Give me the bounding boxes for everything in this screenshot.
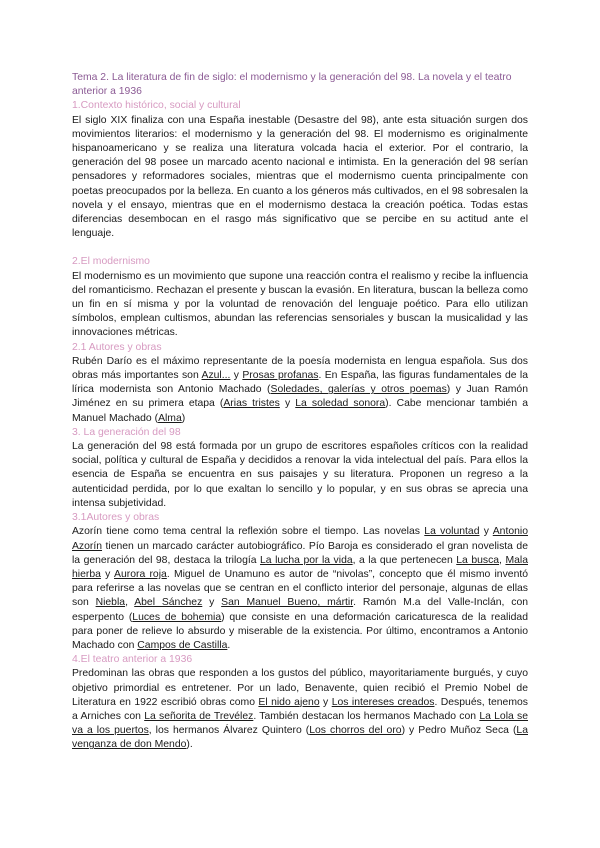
paragraph-gap — [72, 241, 528, 255]
section-2-1-paragraph — [72, 355, 528, 426]
work-title: Prosas profanas — [242, 370, 319, 382]
work-title: El nido ajeno — [258, 696, 320, 708]
work-title: Aurora roja — [114, 568, 167, 580]
text-run: Predominan las obras que responden a los gustos del público, mayoritariamente burgués, y cuyo objetivo primordial es entretener. Por un lado, Benavente, quien recibió el Premio Nobel de Literatura en 1922 escribió obras como — [72, 668, 528, 708]
text-run: . Miguel de Unamuno es autor de “nivolas”, concepto que él mismo inventó para referirse a las novelas que se centran en el conflicto interior del personaje, algunas de ellas son — [72, 568, 529, 609]
text-run: , — [499, 554, 506, 566]
work-title: La soledad sonora — [295, 398, 386, 410]
section-3-1-paragraph — [72, 525, 528, 653]
section-1-paragraph: El siglo XIX finaliza con una España inestable (Desastre del 98), ante esta situación surgen dos movimientos literarios: el modernismo y la generación del 98. El modernismo es originalmente hispanoamericano y se realiza una literatura volcada hacia el exterior. Por el contrario, la generación del 98 posee un marcado acento nacional e intimista. En la generación del 98 serían pensadores y reformadores sociales, mientras que el modernismo cuenta principalmente con poetas preocupados por la belleza. En cuanto a los géneros más cultivados, en el 98 sobresalen la novela y el ensayo, mientras que en el modernismo destaca la creación poética. Todas estas diferencias desembocan en el rasgo más significativo que se percibe en su actitud ante el lenguaje. — [72, 114, 528, 240]
work-title: La Lola se va a los puertos — [72, 710, 529, 737]
text-run: ) y Juan Ramón Jiménez en su primera etapa ( — [72, 384, 528, 410]
work-title: Antonio Azorín — [72, 526, 528, 552]
work-title: San Manuel Bueno, mártir — [221, 597, 354, 609]
text-run: ). — [186, 739, 193, 751]
text-run: . También destacan los hermanos Machado con — [253, 710, 480, 722]
work-title: Arias tristes — [223, 398, 280, 410]
work-title: Mala hierba — [72, 554, 528, 580]
text-run: ) que consiste en una deformación caricaturesca de la realidad para poner de relieve lo absurdo y miserable de la existencia. Por último, encontramos a Antonio Machado con — [72, 611, 528, 651]
work-title: La señorita de Trevélez — [144, 710, 254, 722]
text-run: . En España, las figuras fundamentales de la lírica modernista son Antonio Machado ( — [72, 370, 528, 396]
work-title: Alma — [158, 412, 182, 424]
work-title: Los chorros del oro — [309, 725, 402, 737]
text-run: , los hermanos Álvarez Quintero ( — [148, 725, 310, 737]
document-title: Tema 2. La literatura de fin de siglo: el modernismo y la generación del 98. La novela y el teatro anterior a 1936 — [72, 72, 512, 98]
section-2-paragraph: El modernismo es un movimiento que supone una reacción contra el realismo y recibe la influencia del romanticismo. Rechazan el presente y buscan la evasión. En literatura, buscan la belleza como un fin en sí misma y por la voluntad de renovación del lenguaje poético. Para ello utilizan símbolos, emplean cultismos, abundan las referencias sensoriales y buscan la musicalidad y las innovaciones métricas. — [72, 270, 528, 339]
work-title: Soledades, galerías y otros poemas — [270, 384, 447, 396]
text-run: y — [319, 696, 332, 708]
work-title: Abel Sánchez — [134, 597, 203, 609]
section-4-heading: 4.El teatro anterior a 1936 — [72, 654, 193, 666]
section-3-paragraph: La generación del 98 está formada por un grupo de escritores españoles críticos con la realidad social, política y cultural de España y decididos a renovar la vida intelectual del país. Para ellos la esencia de España se encuentra en sus paisajes y su literatura. Proponen un regreso a la autenticidad perdida, por lo que exaltan lo sencillo y lo popular, y en sus obras se aprecia una intensa subjetividad. — [72, 441, 528, 509]
document-page — [72, 71, 528, 753]
work-title: La voluntad — [424, 526, 480, 538]
work-title: Azul... — [201, 370, 231, 382]
section-2-1-heading: 2.1 Autores y obras — [72, 341, 162, 353]
work-title: Luces de bohemia — [132, 611, 222, 623]
text-run: y — [479, 526, 493, 538]
text-run: , a la que pertenecen — [352, 554, 457, 566]
work-title: La busca — [456, 554, 500, 566]
text-run: tienen un marcado carácter autobiográfico. Pío Baroja es considerado el gran novelista de la generación del 98, destaca la trilogía — [72, 540, 528, 566]
text-run: Rubén Darío es el máximo representante de la poesía modernista en lengua española. Sus dos obras más importantes son — [72, 355, 528, 382]
text-run: . Ramón M.a del Valle-Inclán, con esperpento ( — [72, 597, 529, 623]
text-run: . — [227, 639, 231, 651]
work-title: La venganza de don Mendo — [72, 725, 528, 751]
text-run: y — [230, 370, 243, 382]
section-2-heading: 2.El modernismo — [72, 256, 150, 268]
text-run: ) y Pedro Muñoz Seca ( — [401, 725, 517, 737]
section-4-paragraph — [72, 667, 528, 752]
text-run: Azorín tiene como tema central la reflexión sobre el tiempo. Las novelas — [72, 526, 425, 538]
text-run: , — [125, 597, 135, 609]
text-run: . Después, tenemos a Arniches con — [72, 696, 528, 722]
section-3-1-heading: 3.1Autores y obras — [72, 512, 160, 524]
section-1-heading: 1.Contexto histórico, social y cultural — [72, 100, 241, 112]
text-run: y — [279, 398, 296, 410]
work-title: La lucha por la vida — [260, 554, 353, 566]
text-run: y — [100, 568, 115, 580]
work-title: Niebla — [95, 597, 126, 609]
text-run: ). Cabe mencionar también a Manuel Machado ( — [72, 398, 528, 424]
work-title: Los intereses creados — [331, 696, 435, 708]
section-3-heading: 3. La generación del 98 — [72, 426, 181, 438]
text-run: ) — [181, 412, 186, 424]
work-title: Campos de Castilla — [137, 639, 228, 651]
text-run: y — [202, 597, 222, 609]
